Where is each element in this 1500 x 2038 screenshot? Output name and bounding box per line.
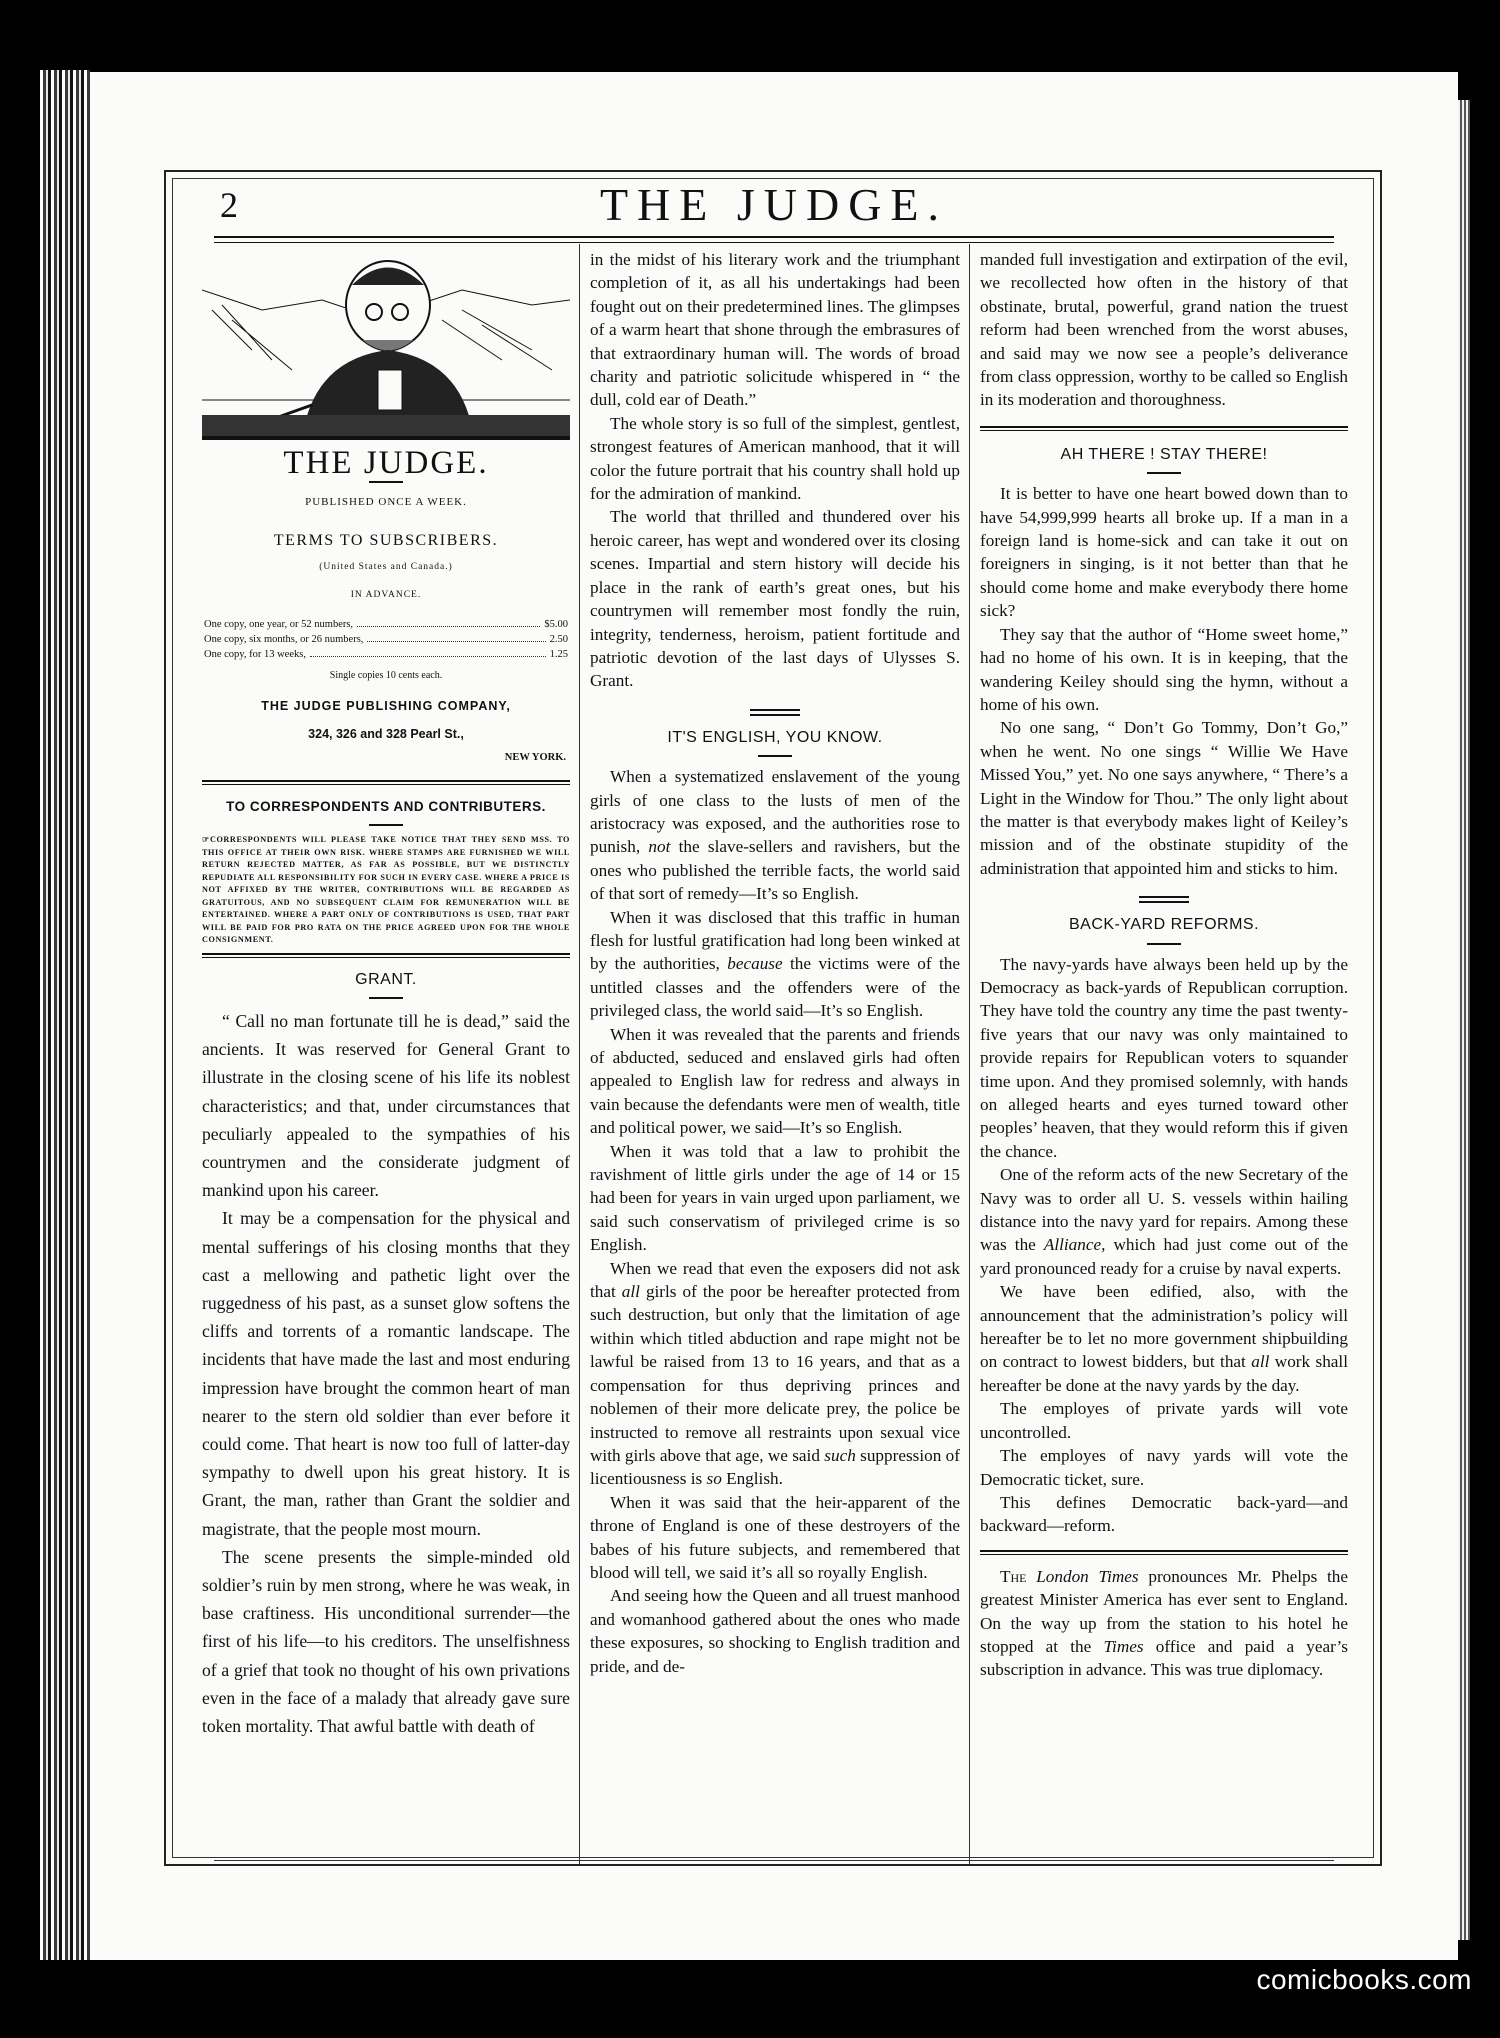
terms-advance: IN ADVANCE. [350,589,422,600]
paragraph: The London Times pronounces Mr. Phelps the greatest Minister America has ever sent to England. On the way up from the station to his hotel he stopped at the Times office and paid a year’s subscription in advance. This was true diplomacy. [980,1566,1348,1680]
rate-amount: 1.25 [549,649,568,661]
column-middle [590,248,960,1678]
paragraph: We have been edified, also, with the announcement that the administration’s policy will hereafter be to let no more government shipbuilding on contract to lowest bidders, but that all work shall hereafter be done at the navy yards by the day. [980,1282,1348,1395]
paragraph: “ Call no man fortunate till he is dead,” said the ancients. It was reserved for General Grant to illustrate in the closing scene of his life its noblest characteristics; and that, under circumstances that peculiarly appealed to the sympathies of his countrymen and the considerate judgment of mankind upon his career. [202,1010,570,1201]
column-rule [969,244,970,1864]
footer-rule [214,1860,1334,1861]
column-rule [579,244,580,1864]
page-number: 2 [220,185,239,225]
terms-heading: TERMS TO SUBSCRIBERS. [273,531,499,549]
publisher-city: NEW YORK. [504,752,566,764]
paragraph: One of the reform acts of the new Secretary of the Navy was to order all U. S. vessels within hailing distance into the navy yard for repairs. Among these was the Alliance, which had just come out of the yard pronounced ready for a cruise by naval experts. [980,1165,1349,1278]
page-stack-edge [1458,100,1470,1940]
back-yard-heading: BACK-YARD REFORMS. [1068,916,1260,934]
paragraph: The navy-yards have always been held up by the Democracy as back-yards of Republican corruption. They have told the country any time the past twenty-five years that our navy was only maintained to provide repairs for Republican voters to squander time upon. And they promised solemnly, with hands on alleged hearts and eyes turned toward other peoples’ heaven, that they would reform this if given the chance. [980,954,1348,1161]
publisher-address: 324, 326 and 328 Pearl St., [308,726,464,741]
paragraph: in the midst of his literary work and the triumphant completion of it, as all his undertakings had been fought out on their predetermined lines. The glimpses of a warm heart that shone through the embrasures of that extraordinary human will. The words of broad charity and patriotic solicitude whispered in “ the dull, cold ear of Death.” [590,250,960,410]
rate-amount: $5.00 [544,619,568,631]
paragraph: The employes of private yards will vote uncontrolled. [980,1399,1348,1442]
rate-row [204,632,568,647]
paragraph: When it was said that the heir-apparent of the throne of England is one of these destroyers of the babes of his future subjects, and remembered that blood will tell, we said it’s all so royally English. [590,1492,960,1582]
paragraph: They say that the author of “Home sweet home,” had no home of his own. It is in keeping, that the wandering Keiley should sing the hymn, without a home of his own. [980,624,1348,714]
rate-label: One copy, for 13 weeks, [204,649,306,661]
rate-amount: 2.50 [549,634,568,646]
publication-title: THE JUDGE. [283,445,489,481]
publication-frequency: PUBLISHED ONCE A WEEK. [305,496,467,509]
paragraph: The whole story is so full of the simplest, gentlest, strongest features of American manhood, that it will color the future portrait that his country shall hold up for the admiration of mankind. [590,413,960,504]
header-rule [214,236,1334,243]
paragraph: When it was disclosed that this traffic in human flesh for lustful gratification had long been winked at by the authorities, because the victims were of the untitled classes and the offenders were of the privileged class, the world said—It’s so English. [590,907,960,1021]
english-heading: IT'S ENGLISH, YOU KNOW. [667,728,883,746]
ah-there-heading: AH THERE ! STAY THERE! [1060,445,1268,463]
paragraph: This defines Democratic back-yard—and backward—reform. [980,1492,1348,1536]
newspaper-page [90,72,1458,1960]
terms-region: (United States and Canada.) [319,562,453,573]
paragraph: It is better to have one heart bowed down than to have 54,999,999 hearts all broke up. If a man in a foreign land is home-sick and can take it out on foreigners in singing, is it not better than that he should come home and make everybody there home sick? [980,484,1348,621]
paragraph: manded full investigation and extirpation of the evil, we recollected how often in the history of that obstinate, brutal, powerful, grand nation the truest reform had been wrenched from the worst abuses, and said may we now see a people’s deliverance from class oppression, worthy to be called so English in its moderation and thoroughness. [980,250,1348,410]
judge-cartoon-illustration [202,250,570,440]
rate-row [204,617,568,632]
site-watermark: comicbooks.com [1256,1964,1472,1995]
paragraph: The world that thrilled and thundered over his heroic career, has wept and wondered over its closing scenes. Impartial and stern history will decide his place in the rank of earth’s great ones, but his countrymen will remember most fondly the ruin, integrity, tenderness, heroism, patient fortitude and patriotic devotion of the last days of Ulysses S. Grant. [590,507,960,691]
paragraph: It may be a compensation for the physical and mental sufferings of his closing months that they cast a mellowing and pathetic light over the ruggedness of his past, as a sunset glow softens the cliffs and torrents of a romantic landscape. The incidents that have made the last and most enduring impression have brought the common heart of man nearer to the stern old soldier than ever before it could come. That heart is now too full of latter-day sympathy to dwell upon his great history. It is Grant, the man, rather than Grant the soldier and magistrate, that the people most mourn. [202,1208,570,1539]
masthead: THE JUDGE. [599,179,949,230]
rate-label: One copy, one year, or 52 numbers, [204,619,354,631]
grant-article [202,1007,570,1740]
publisher-name: THE JUDGE PUBLISHING COMPANY, [261,699,511,714]
paragraph: When we read that even the exposers did not ask that all girls of the poor be hereafter protected from such destruction, but only that the limitation of age within which titled abduction and rape might not be lawful be raised from 13 to 16 years, and that as a compensation for thus depriving princes and noblemen of their more delicate prey, the police be instructed to remove all restraints upon sexual vice with girls above that age, we said such suppression of licentiousness is so English. [590,1258,960,1489]
column-left [202,248,570,1740]
single-copy-price: Single copies 10 cents each. [329,670,443,682]
paragraph: And seeing how the Queen and all truest manhood and womanhood gathered about the ones who made these exposures, so shocking to English tradition and pride, and de- [590,1586,960,1676]
paragraph: When it was revealed that the parents and friends of abducted, seduced and enslaved girls had often appealed to English law for redress and always in vain because the defendants were men of wealth, title and political power, we said—It’s so English. [590,1024,960,1138]
book-binding-edge [40,70,90,1960]
paragraph: The employes of navy yards will vote the Democratic ticket, sure. [980,1446,1348,1489]
subscription-rates [202,617,570,662]
rate-row [204,647,568,662]
column-right [980,248,1348,1682]
paragraph: No one sang, “ Don’t Go Tommy, Don’t Go,” when he went. No one sings “ Willie We Have Missed You,” yet. No one says anywhere, “ There’s a Light in the Window for Thou.” The only light about the matter is that everybody makes light of Keiley’s mission and of the obstinate stupidity of the administration that appointed him and sticks to him. [980,718,1348,878]
correspondents-notice: ☞CORRESPONDENTS WILL PLEASE TAKE NOTICE THAT THEY SEND MSS. TO THIS OFFICE AT THEIR OWN RISK. WHERE STAMPS ARE FURNISHED WE WILL RETURN REJECTED MATTER, AS FAR AS POSSIBLE, BUT WE DISTINCTLY REPUDIATE ALL RESPONSIBILITY FOR SUCH IN EVERY CASE. WHERE A PRICE IS NOT AFFIXED BY THE WRITER, CONTRIBUTIONS WILL BE REGARDED AS GRATUITOUS, AND NO SUBSEQUENT CLAIM FOR REMUNERATION WILL BE ENTERTAINED. WHERE A PART ONLY OF CONTRIBUTIONS IS USED, THAT PART WILL BE PAID FOR PRO RATA ON THE PRICE AGREED UPON FOR THE WHOLE CONSIGNMENT. [202,835,570,945]
rate-label: One copy, six months, or 26 numbers, [204,634,364,646]
correspondents-heading: TO CORRESPONDENTS AND CONTRIBUTERS. [226,798,546,814]
paragraph: The scene presents the simple-minded old soldier’s ruin by men strong, where he was weak, in base craftiness. His unconditional surrender—the first of his life—to his creditors. The unselfishness of a grief that took no thought of his own privations even in the face of a malady that already gave sure token mortality. That awful battle with death of [202,1546,570,1737]
grant-heading: GRANT. [355,970,417,988]
paragraph: When a systematized enslavement of the young girls of one class to the lusts of men of the aristocracy was exposed, and the authorities rose to punish, not the slave-sellers and ravishers, but the ones who published the terrible facts, the world said of that sort of remedy—It’s so English. [590,767,960,904]
paragraph: When it was told that a law to prohibit the ravishment of little girls under the age of 14 or 15 had been for years in vain urged upon parliament, we said such conservatism of privileged crime is so English. [590,1141,960,1255]
